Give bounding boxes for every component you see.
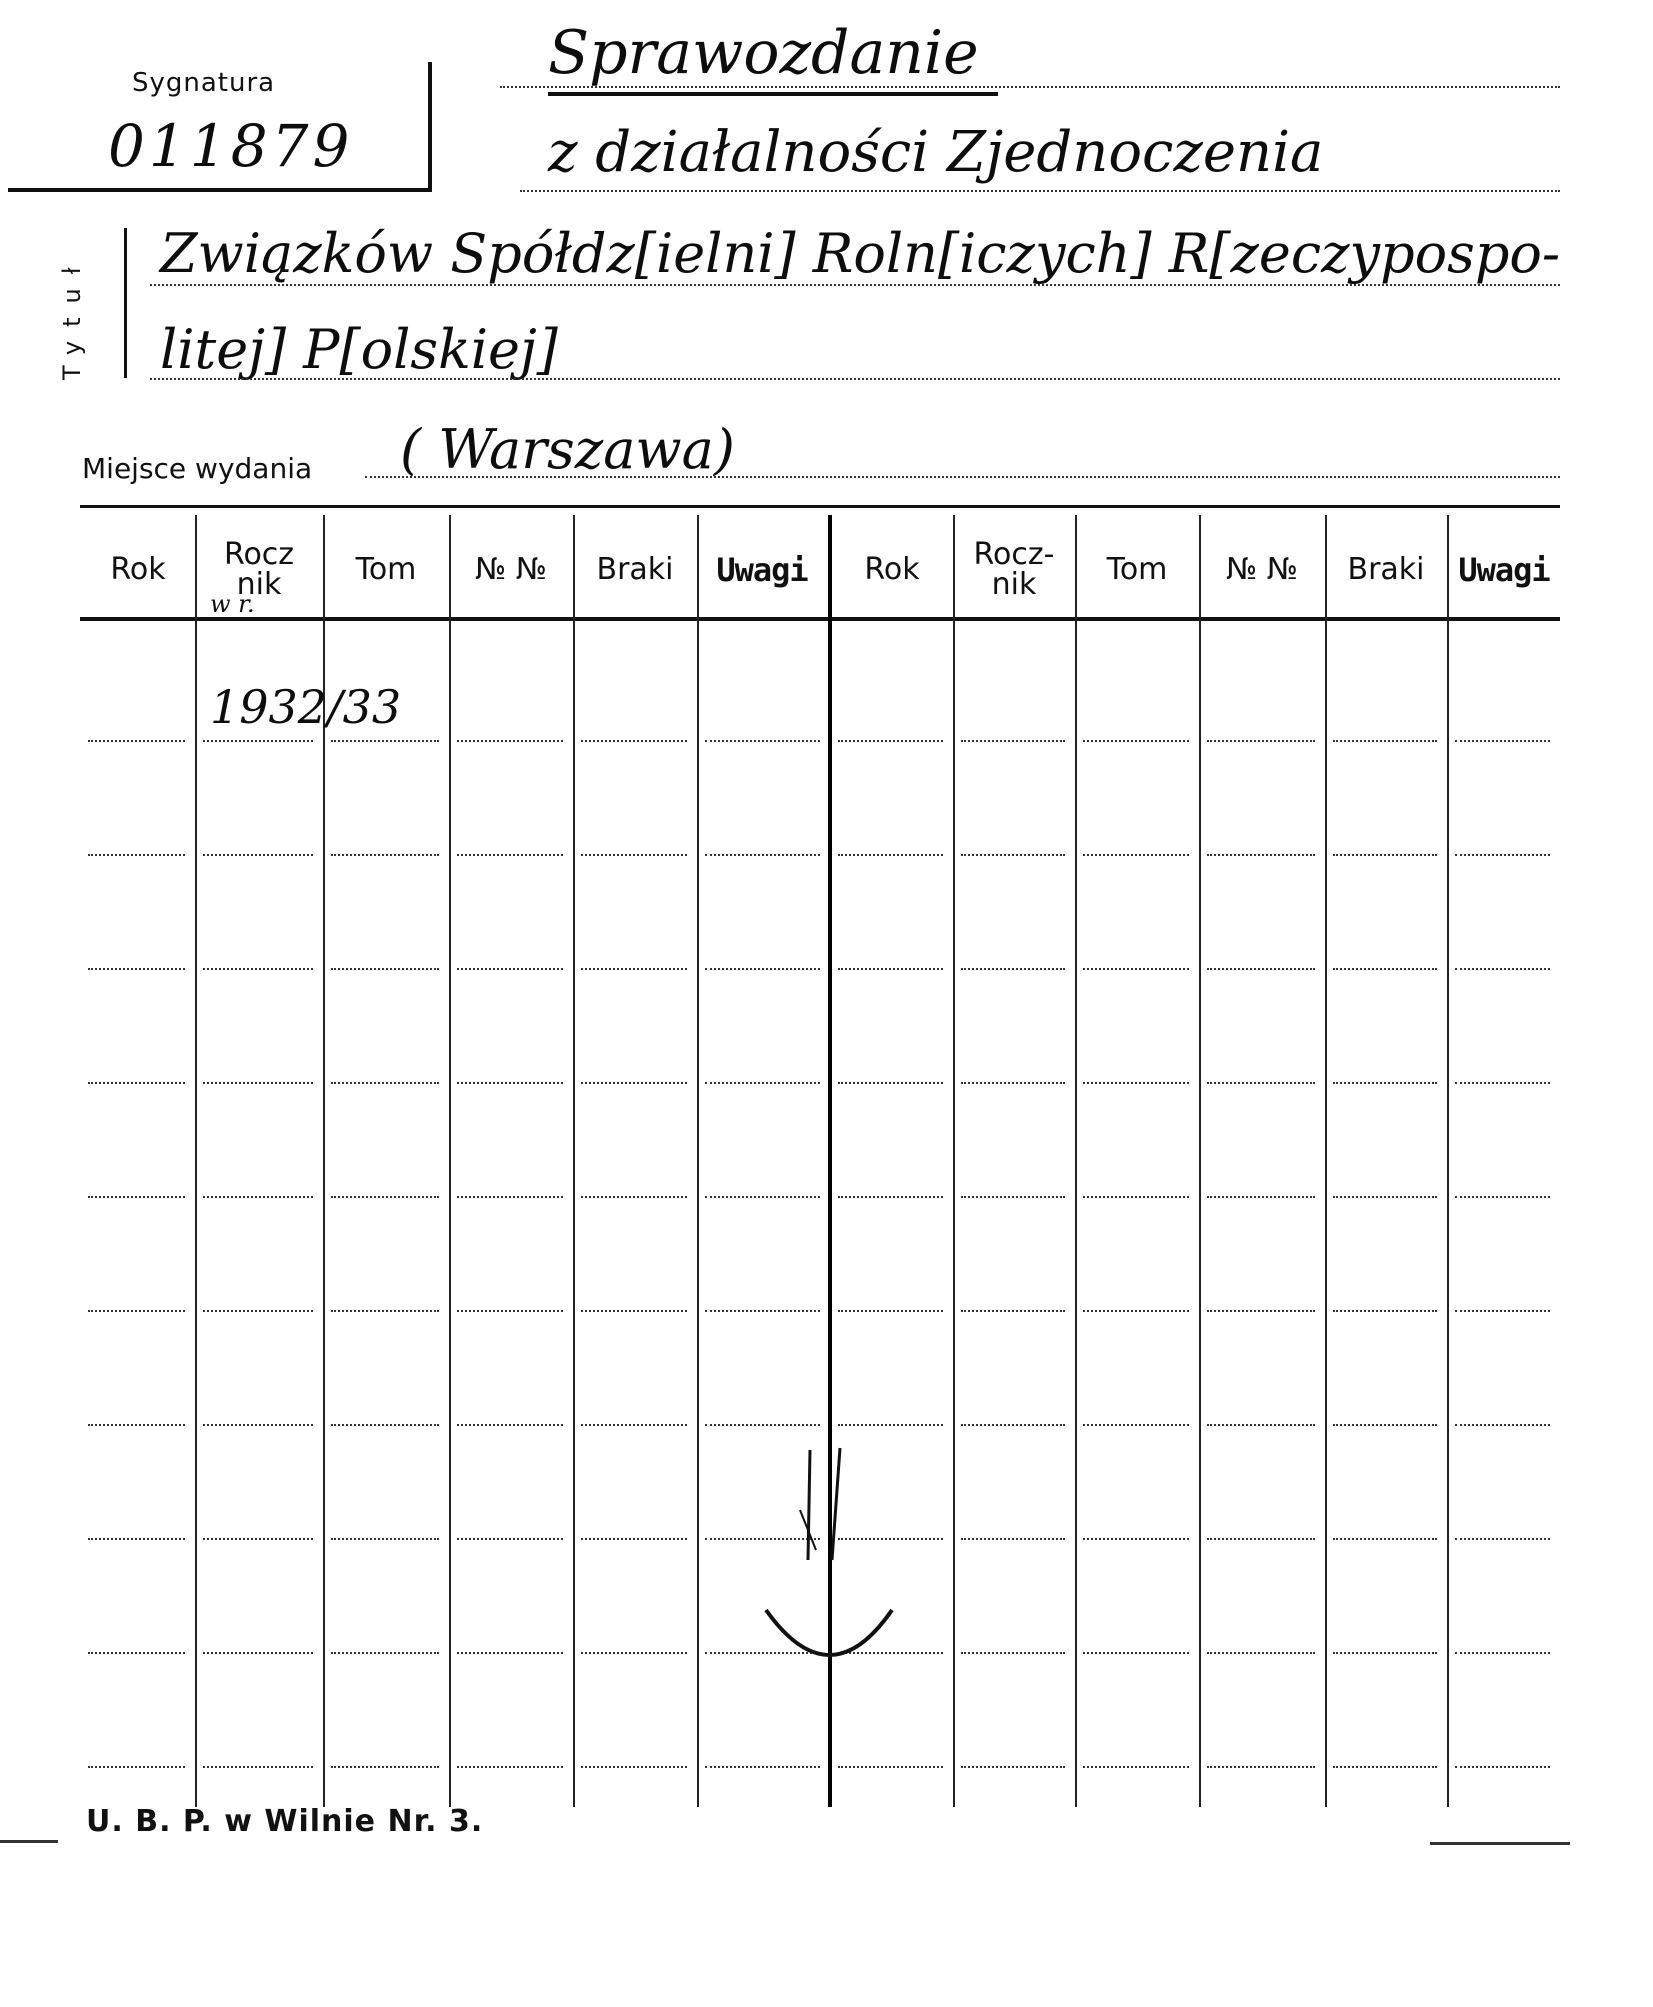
row-dotted-line	[1083, 1082, 1189, 1084]
table-header-rule	[80, 617, 1560, 621]
row-dotted-line	[838, 854, 943, 856]
row-dotted-line	[581, 1766, 687, 1768]
row-dotted-line	[203, 968, 313, 970]
row-dotted-line	[1083, 1424, 1189, 1426]
row-dotted-line	[838, 1196, 943, 1198]
row-dotted-line	[705, 740, 820, 742]
row-dotted-line	[1455, 1310, 1550, 1312]
header-rok-left: Rok	[110, 552, 166, 587]
row-dotted-line	[1207, 740, 1315, 742]
row-dotted-line	[581, 1652, 687, 1654]
row-dotted-line	[1083, 1310, 1189, 1312]
row-dotted-line	[457, 968, 563, 970]
column-line	[953, 515, 955, 1807]
column-line	[573, 515, 575, 1807]
row-dotted-line	[457, 1766, 563, 1768]
row-dotted-line	[838, 1766, 943, 1768]
row-dotted-line	[331, 968, 439, 970]
footer-rule-left	[0, 1840, 58, 1843]
row-dotted-line	[457, 1082, 563, 1084]
header-braki-left: Braki	[596, 552, 674, 587]
row-dotted-line	[961, 1766, 1065, 1768]
column-line	[697, 515, 699, 1807]
row-dotted-line	[457, 854, 563, 856]
row-dotted-line	[705, 854, 820, 856]
row-dotted-line	[203, 1082, 313, 1084]
title-line-2: z działalności Zjednoczenia	[548, 120, 1324, 185]
row-dotted-line	[203, 740, 313, 742]
row-dotted-line	[1083, 968, 1189, 970]
header-uwagi-right: Uwagi	[1458, 551, 1550, 589]
title-label: Tytuł	[58, 253, 86, 380]
row-dotted-line	[1207, 1766, 1315, 1768]
printer-footer: U. B. P. w Wilnie Nr. 3.	[86, 1804, 484, 1839]
row-dotted-line	[961, 968, 1065, 970]
column-line	[1075, 515, 1077, 1807]
place-dotted-line	[365, 476, 1560, 478]
signature-label: Sygnatura	[132, 68, 276, 98]
title-underline	[548, 92, 998, 96]
row-dotted-line	[331, 1196, 439, 1198]
title-dotted-line-1	[500, 86, 1560, 88]
row-dotted-line	[961, 1424, 1065, 1426]
row-dotted-line	[1333, 1538, 1437, 1540]
row-dotted-line	[705, 1082, 820, 1084]
row-dotted-line	[705, 1310, 820, 1312]
header-rocznik-left-text: Rocz nik	[223, 537, 295, 602]
row-dotted-line	[838, 968, 943, 970]
row-dotted-line	[457, 1424, 563, 1426]
row-dotted-line	[331, 1310, 439, 1312]
row-dotted-line	[1207, 1424, 1315, 1426]
title-bracket	[124, 228, 127, 378]
row-dotted-line	[1083, 1652, 1189, 1654]
row-dotted-line	[203, 854, 313, 856]
row-dotted-line	[331, 1424, 439, 1426]
row-dotted-line	[203, 1424, 313, 1426]
row-dotted-line	[961, 1538, 1065, 1540]
row-dotted-line	[1207, 1310, 1315, 1312]
row-dotted-line	[331, 1538, 439, 1540]
row-dotted-line	[88, 1652, 185, 1654]
title-dotted-line-4	[150, 378, 1560, 380]
row-dotted-line	[1333, 1082, 1437, 1084]
row-dotted-line	[838, 740, 943, 742]
header-tom-left: Tom	[355, 552, 417, 587]
column-line	[449, 515, 451, 1807]
row-dotted-line	[88, 1082, 185, 1084]
row-dotted-line	[581, 1196, 687, 1198]
row-dotted-line	[331, 854, 439, 856]
row-dotted-line	[331, 1082, 439, 1084]
row-dotted-line	[457, 740, 563, 742]
row-dotted-line	[203, 1196, 313, 1198]
row-dotted-line	[331, 1652, 439, 1654]
row-dotted-line	[961, 1082, 1065, 1084]
column-line	[1447, 515, 1449, 1807]
row-dotted-line	[203, 1766, 313, 1768]
column-line	[1325, 515, 1327, 1807]
row-dotted-line	[1455, 968, 1550, 970]
row-dotted-line	[705, 1196, 820, 1198]
row-dotted-line	[1455, 1082, 1550, 1084]
row-dotted-line	[581, 1310, 687, 1312]
row-dotted-line	[1455, 740, 1550, 742]
row-dotted-line	[1207, 968, 1315, 970]
header-braki-right: Braki	[1347, 552, 1425, 587]
row-dotted-line	[88, 854, 185, 856]
row-dotted-line	[1207, 854, 1315, 856]
row-dotted-line	[581, 854, 687, 856]
row-dotted-line	[1333, 854, 1437, 856]
row-dotted-line	[838, 1310, 943, 1312]
row-dotted-line	[1207, 1082, 1315, 1084]
title-line-3: Związków Spółdz[ielni] Roln[iczych] R[zeczypospo-	[160, 222, 1561, 285]
row-dotted-line	[88, 1310, 185, 1312]
row-dotted-line	[1083, 854, 1189, 856]
row-dotted-line	[961, 1652, 1065, 1654]
row-dotted-line	[581, 740, 687, 742]
row-dotted-line	[1455, 1196, 1550, 1198]
column-line	[1199, 515, 1201, 1807]
header-rocznik-right-text: Rocz- nik	[973, 537, 1055, 602]
row-dotted-line	[88, 1538, 185, 1540]
row-dotted-line	[581, 968, 687, 970]
row-dotted-line	[705, 1424, 820, 1426]
row-dotted-line	[1333, 1652, 1437, 1654]
punch-hole-mark	[740, 1440, 940, 1680]
row-dotted-line	[1083, 1538, 1189, 1540]
entry-rocznik: 1932/33	[210, 680, 402, 734]
place-label: Miejsce wydania	[82, 452, 313, 485]
row-dotted-line	[1455, 1538, 1550, 1540]
row-dotted-line	[1455, 1652, 1550, 1654]
row-dotted-line	[961, 854, 1065, 856]
row-dotted-line	[961, 1310, 1065, 1312]
title-line-1: Sprawozdanie	[548, 18, 979, 88]
row-dotted-line	[1207, 1196, 1315, 1198]
row-dotted-line	[705, 968, 820, 970]
row-dotted-line	[1455, 1766, 1550, 1768]
row-dotted-line	[1207, 1538, 1315, 1540]
title-dotted-line-2	[520, 190, 1560, 192]
row-dotted-line	[88, 1424, 185, 1426]
row-dotted-line	[838, 1082, 943, 1084]
footer-rule-right	[1430, 1842, 1570, 1845]
row-dotted-line	[88, 1766, 185, 1768]
row-dotted-line	[961, 1196, 1065, 1198]
header-tom-right: Tom	[1106, 552, 1168, 587]
header-numery-right: № №	[1226, 552, 1298, 587]
row-dotted-line	[457, 1652, 563, 1654]
row-dotted-line	[331, 740, 439, 742]
row-dotted-line	[88, 968, 185, 970]
row-dotted-line	[1333, 1766, 1437, 1768]
row-dotted-line	[1083, 1196, 1189, 1198]
row-dotted-line	[1455, 1424, 1550, 1426]
row-dotted-line	[331, 1766, 439, 1768]
row-dotted-line	[705, 1766, 820, 1768]
row-dotted-line	[961, 740, 1065, 742]
row-dotted-line	[581, 1424, 687, 1426]
header-uwagi-left: Uwagi	[716, 551, 808, 589]
title-line-4: litej] P[olskiej]	[160, 318, 558, 381]
row-dotted-line	[581, 1082, 687, 1084]
row-dotted-line	[88, 740, 185, 742]
row-dotted-line	[1083, 740, 1189, 742]
row-dotted-line	[1333, 1196, 1437, 1198]
row-dotted-line	[581, 1538, 687, 1540]
column-line	[195, 515, 197, 1807]
row-dotted-line	[1333, 1424, 1437, 1426]
table-top-rule	[80, 505, 1560, 508]
row-dotted-line	[88, 1196, 185, 1198]
row-dotted-line	[203, 1538, 313, 1540]
row-dotted-line	[1083, 1766, 1189, 1768]
row-dotted-line	[838, 1424, 943, 1426]
row-dotted-line	[1455, 854, 1550, 856]
row-dotted-line	[457, 1196, 563, 1198]
row-dotted-line	[1333, 968, 1437, 970]
row-dotted-line	[457, 1310, 563, 1312]
row-dotted-line	[457, 1538, 563, 1540]
row-dotted-line	[203, 1652, 313, 1654]
signature-value: 011879	[108, 112, 354, 180]
row-dotted-line	[1207, 1652, 1315, 1654]
row-dotted-line	[1333, 740, 1437, 742]
header-numery-left: № №	[475, 552, 547, 587]
rocznik-handwritten-note: w r.	[210, 590, 255, 618]
place-value: ( Warszawa)	[400, 418, 735, 481]
row-dotted-line	[1333, 1310, 1437, 1312]
header-rok-right: Rok	[864, 552, 920, 587]
header-rocznik-right	[954, 530, 1074, 610]
row-dotted-line	[203, 1310, 313, 1312]
title-dotted-line-3	[150, 284, 1560, 286]
